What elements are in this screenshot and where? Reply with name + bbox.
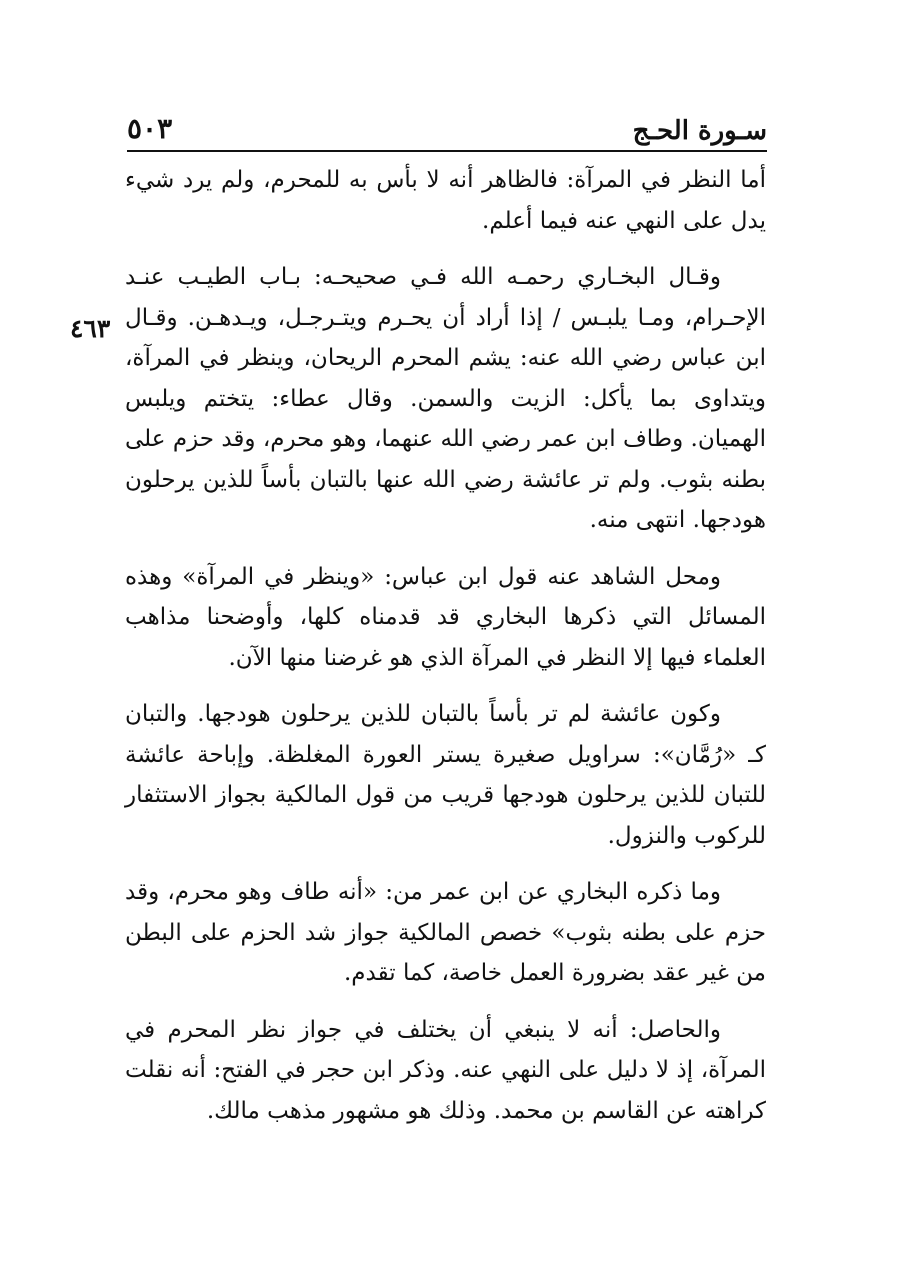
paragraph: وكون عائشة لم تر بأساً بالتبان للذين يرحلون هودجها. والتبان كـ «رُمَّان»: سراويل صغيرة يستر العورة المغلظة. وإباحة عائشة للتبان للذين يرحلون هودجها قريب من قول المالكية بجواز الاستثفار للركوب والنزول. xyxy=(125,701,766,849)
surah-title: سـورة الحـج xyxy=(632,116,767,146)
margin-reference: ٤٦٣ xyxy=(70,314,111,343)
paragraph: وقـال البخـاري رحمـه الله فـي صحيحـه: بـاب الطيـب عنـد الإحـرام، ومـا يلبـس / إذا أراد أن يحـرم ويتـرجـل، ويـدهـن. وقـال ابن عباس رضي الله عنه: يشم المحرم الريحان، وينظر في المرآة، ويتداوى بما يأكل: الزيت والسمن. وقال عطاء: يتختم ويلبس الهميان. وطاف ابن عمر رضي الله عنهما، وهو محرم، وقد حزم على بطنه بثوب. ولم تر عائشة رضي الله عنها بالتبان بأساً للذين يرحلون هودجها. انتهى منه. xyxy=(125,264,766,533)
page-header xyxy=(127,100,767,148)
paragraph: وما ذكره البخاري عن ابن عمر من: «أنه طاف وهو محرم، وقد حزم على بطنه بثوب» خصص المالكية جواز شد الحزم على البطن من غير عقد بضرورة العمل خاصة، كما تقدم. xyxy=(125,879,766,986)
page-body xyxy=(125,160,766,1147)
paragraph: والحاصل: أنه لا ينبغي أن يختلف في جواز نظر المحرم في المرآة، إذ لا دليل على النهي عنه. وذكر ابن حجر في الفتح: أنه نقلت كراهته عن القاسم بن محمد. وذلك هو مشهور مذهب مالك. xyxy=(125,1016,766,1124)
page-number: ٥٠٣ xyxy=(127,112,173,145)
paragraph: أما النظر في المرآة: فالظاهر أنه لا بأس به للمحرم، ولم يرد شيء يدل على النهي عنه فيما أعلم. xyxy=(125,167,766,234)
header-rule xyxy=(127,150,767,152)
paragraph: ومحل الشاهد عنه قول ابن عباس: «وينظر في المرآة» وهذه المسائل التي ذكرها البخاري قد قدمناه كلها، وأوضحنا مذاهب العلماء فيها إلا النظر في المرآة الذي هو غرضنا منها الآن. xyxy=(125,563,766,671)
